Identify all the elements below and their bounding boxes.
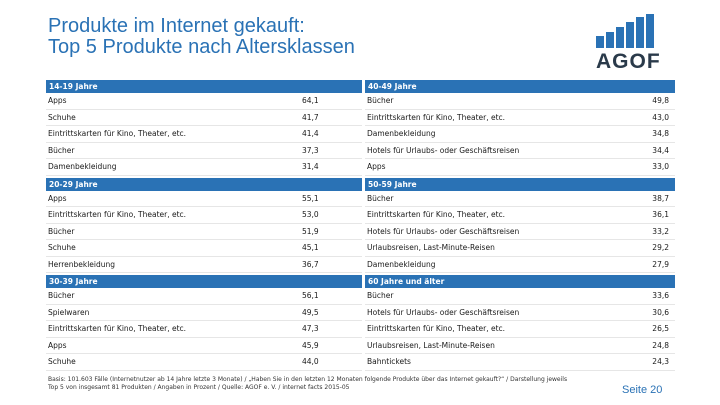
table-row xyxy=(365,110,675,127)
page-number: Seite 20 xyxy=(622,384,663,396)
page-title xyxy=(48,16,355,58)
product-percentage: 26,5 xyxy=(652,324,669,334)
table-row xyxy=(365,191,675,208)
age-group-right-2 xyxy=(365,275,675,371)
table-row xyxy=(46,240,362,257)
product-percentage: 31,4 xyxy=(302,162,319,172)
product-label: Apps xyxy=(367,162,386,172)
product-label: Eintrittskarten für Kino, Theater, etc. xyxy=(367,324,506,334)
table-row xyxy=(46,338,362,355)
product-label: Damenbekleidung xyxy=(367,259,436,269)
product-label: Eintrittskarten für Kino, Theater, etc. xyxy=(48,210,187,220)
table-row xyxy=(46,110,362,127)
age-group-header: 30-39 Jahre xyxy=(46,275,362,288)
product-percentage: 53,0 xyxy=(302,210,319,220)
age-group-left-1 xyxy=(46,178,362,274)
table-row xyxy=(365,143,675,160)
product-percentage: 41,4 xyxy=(302,129,319,139)
table-row xyxy=(365,338,675,355)
age-group-header: 14-19 Jahre xyxy=(46,80,362,93)
product-percentage: 34,8 xyxy=(652,129,669,139)
age-group-left-0 xyxy=(46,80,362,176)
table-row xyxy=(46,257,362,274)
product-label: Spielwaren xyxy=(48,307,90,317)
agof-logo xyxy=(596,14,666,74)
footnote: Basis: 101.603 Fälle (Internetnutzer ab 14 Jahre letzte 3 Monate) / „Haben Sie in den letzten 12 Monaten folgende Produkte über das Internet gekauft?“ / Darstellung jeweils Top 5 von insgesamt 81 Produkten / Angaben in Prozent / Quelle: AGOF e. V. / internet facts 2015-05 xyxy=(48,376,568,391)
age-group-header: 40-49 Jahre xyxy=(365,80,675,93)
product-percentage: 43,0 xyxy=(652,112,669,122)
product-percentage: 27,9 xyxy=(652,259,669,269)
table-row xyxy=(46,126,362,143)
age-group-right-1 xyxy=(365,178,675,274)
product-percentage: 29,2 xyxy=(652,243,669,253)
product-label: Herrenbekleidung xyxy=(48,259,116,269)
logo-text: AGOF xyxy=(596,50,661,73)
product-label: Urlaubsreisen, Last-Minute-Reisen xyxy=(367,340,495,350)
product-label: Eintrittskarten für Kino, Theater, etc. xyxy=(367,112,506,122)
product-percentage: 41,7 xyxy=(302,112,319,122)
table-row xyxy=(365,93,675,110)
product-percentage: 33,0 xyxy=(652,162,669,172)
product-label: Bahntickets xyxy=(367,357,411,367)
table-row xyxy=(365,159,675,176)
table-row xyxy=(46,321,362,338)
table-row xyxy=(365,354,675,371)
table-row xyxy=(365,207,675,224)
product-percentage: 36,7 xyxy=(302,259,319,269)
product-percentage: 33,2 xyxy=(652,226,669,236)
product-label: Damenbekleidung xyxy=(367,129,436,139)
left-column xyxy=(46,80,362,371)
table-row xyxy=(365,240,675,257)
product-label: Damenbekleidung xyxy=(48,162,117,172)
product-percentage: 33,6 xyxy=(652,291,669,301)
product-label: Hotels für Urlaubs- oder Geschäftsreisen xyxy=(367,226,520,236)
product-percentage: 34,4 xyxy=(652,145,669,155)
product-percentage: 30,6 xyxy=(652,307,669,317)
age-group-left-2 xyxy=(46,275,362,371)
age-group-right-0 xyxy=(365,80,675,176)
table-row xyxy=(365,224,675,241)
age-group-header: 50-59 Jahre xyxy=(365,178,675,191)
product-percentage: 64,1 xyxy=(302,96,319,106)
product-percentage: 45,9 xyxy=(302,340,319,350)
table-row xyxy=(46,191,362,208)
table-row xyxy=(46,93,362,110)
table-row xyxy=(365,288,675,305)
product-label: Schuhe xyxy=(48,112,76,122)
product-label: Bücher xyxy=(48,226,75,236)
product-percentage: 24,8 xyxy=(652,340,669,350)
product-label: Bücher xyxy=(48,291,75,301)
product-percentage: 37,3 xyxy=(302,145,319,155)
table-row xyxy=(365,257,675,274)
table-row xyxy=(46,224,362,241)
product-percentage: 47,3 xyxy=(302,324,319,334)
age-group-header: 20-29 Jahre xyxy=(46,178,362,191)
product-percentage: 38,7 xyxy=(652,193,669,203)
product-label: Bücher xyxy=(367,193,394,203)
product-label: Apps xyxy=(48,96,67,106)
title-line-1: Produkte im Internet gekauft: xyxy=(48,15,305,37)
product-label: Eintrittskarten für Kino, Theater, etc. xyxy=(48,129,187,139)
age-group-header: 60 Jahre und älter xyxy=(365,275,675,288)
product-percentage: 36,1 xyxy=(652,210,669,220)
product-label: Schuhe xyxy=(48,357,76,367)
product-label: Hotels für Urlaubs- oder Geschäftsreisen xyxy=(367,307,520,317)
table-row xyxy=(365,321,675,338)
product-label: Urlaubsreisen, Last-Minute-Reisen xyxy=(367,243,495,253)
table-row xyxy=(365,126,675,143)
product-percentage: 44,0 xyxy=(302,357,319,367)
product-percentage: 55,1 xyxy=(302,193,319,203)
product-label: Apps xyxy=(48,340,67,350)
product-percentage: 49,5 xyxy=(302,307,319,317)
product-percentage: 51,9 xyxy=(302,226,319,236)
table-row xyxy=(46,354,362,371)
product-percentage: 45,1 xyxy=(302,243,319,253)
product-label: Schuhe xyxy=(48,243,76,253)
product-label: Eintrittskarten für Kino, Theater, etc. xyxy=(48,324,187,334)
table-row xyxy=(46,159,362,176)
product-percentage: 56,1 xyxy=(302,291,319,301)
product-label: Apps xyxy=(48,193,67,203)
product-label: Bücher xyxy=(48,145,75,155)
product-label: Hotels für Urlaubs- oder Geschäftsreisen xyxy=(367,145,520,155)
product-label: Bücher xyxy=(367,96,394,106)
table-row xyxy=(46,288,362,305)
table-row xyxy=(46,207,362,224)
table-row xyxy=(46,305,362,322)
product-percentage: 49,8 xyxy=(652,96,669,106)
table-row xyxy=(46,143,362,160)
table-row xyxy=(365,305,675,322)
bar-chart-logo-icon xyxy=(596,14,656,48)
product-label: Bücher xyxy=(367,291,394,301)
product-percentage: 24,3 xyxy=(652,357,669,367)
right-column xyxy=(365,80,675,371)
product-label: Eintrittskarten für Kino, Theater, etc. xyxy=(367,210,506,220)
title-line-2: Top 5 Produkte nach Altersklassen xyxy=(48,36,355,58)
